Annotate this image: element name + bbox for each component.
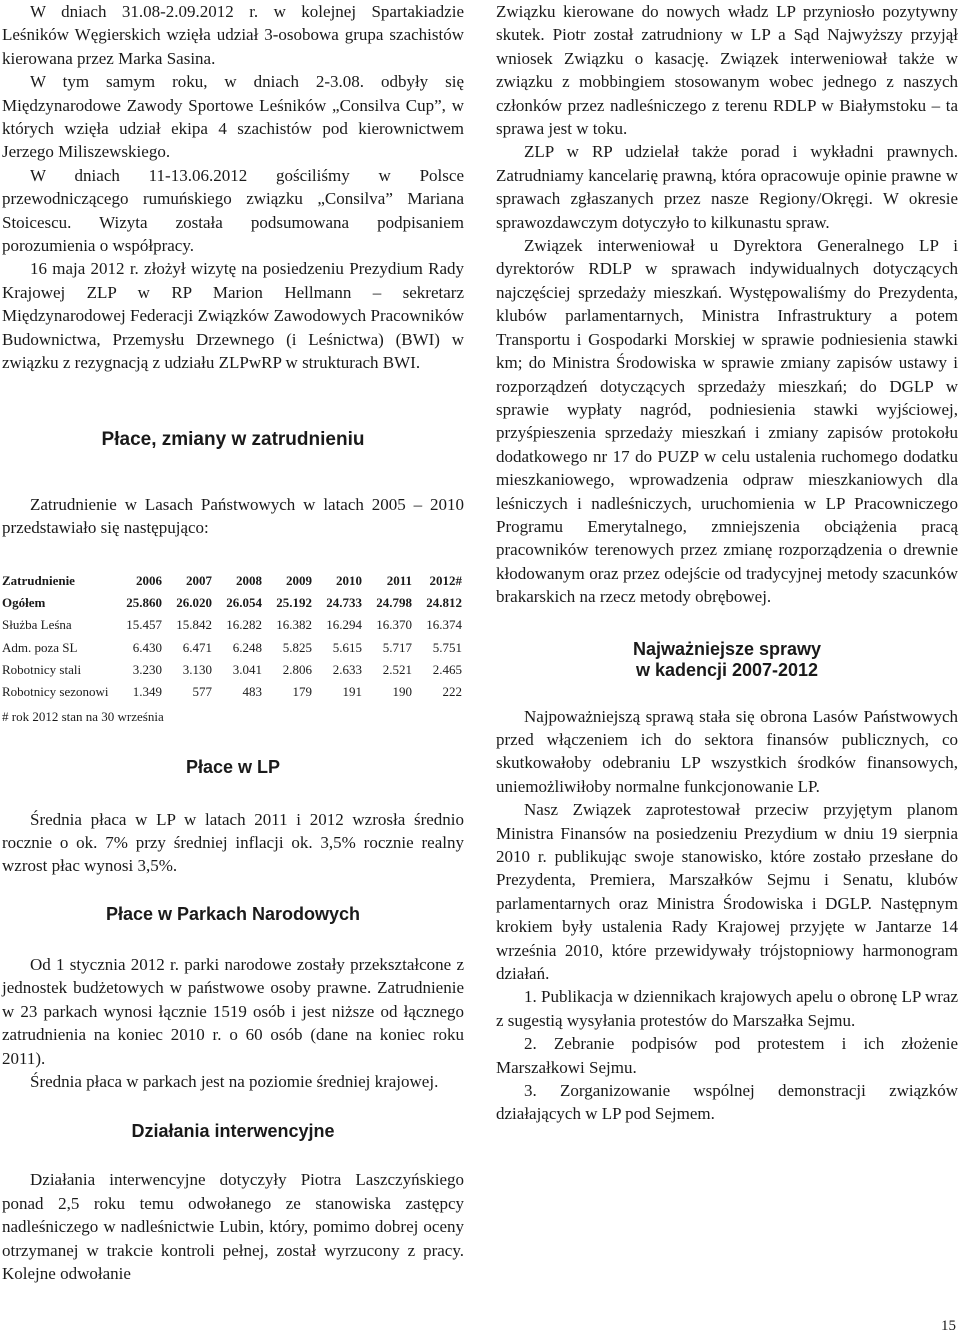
- table-cell: 2006: [136, 572, 162, 588]
- table-cell: 15.842: [176, 617, 212, 633]
- table-cell: 16.282: [226, 617, 262, 633]
- table-cell: 6.248: [232, 639, 262, 655]
- table-cell: 5.825: [282, 639, 312, 655]
- list-item: 3. Zorganizowanie wspólnej demonstracji związków działających w LP pod Sejmem.: [496, 1081, 958, 1124]
- section-heading: Działania interwencyjne: [131, 1121, 335, 1142]
- table-row: [2, 614, 462, 636]
- row-label: Służba Leśna: [2, 617, 72, 633]
- table-cell: 2.521: [382, 662, 412, 678]
- paragraph: Od 1 stycznia 2012 r. parki narodowe zostały przekształcone z jednostek budżetowych w państwowe osoby prawne. Zatrudnienie w 23 parkach wynosi łącznie 1519 osób i jest niższe od łącznego zatrudnienia na koniec 2010 r. o 60 osób (dane na koniec roku 2011).: [2, 954, 464, 1068]
- page-number: 15: [941, 1318, 956, 1334]
- table-cell: 5.751: [432, 639, 462, 655]
- table-row: [2, 681, 462, 703]
- table-cell: 24.812: [426, 594, 462, 610]
- paragraph: Średnia płaca w parkach jest na poziomie średniej krajowej.: [30, 1071, 439, 1091]
- table-cell: 5.717: [382, 639, 412, 655]
- table-cell: 25.192: [276, 594, 312, 610]
- table-row: [2, 659, 462, 681]
- table-cell: 16.294: [326, 617, 362, 633]
- list-item: 2. Zebranie podpisów pod protestem i ich złożenie Marszałkowi Sejmu.: [496, 1034, 958, 1077]
- row-label: Ogółem: [2, 594, 46, 610]
- table-cell: 191: [342, 684, 362, 700]
- table-cell: 190: [392, 684, 412, 700]
- table-cell: 3.130: [182, 662, 212, 678]
- section-heading: Płace w LP: [185, 756, 281, 777]
- paragraph: W dniach 11-13.06.2012 gościliśmy w Polsce przewodniczącego rumuńskiego związku „Consilva” Mariana Stoicescu. Wizyta została podsumowana podpisaniem porozumienia o współpracy.: [2, 165, 464, 256]
- row-label: Robotnicy sezonowi: [2, 684, 109, 700]
- paragraph: Działania interwencyjne dotyczyły Piotra Laszczyńskiego ponad 2,5 roku temu odwołanego ze stanowiska zastępcy nadleśniczego w nadleśnictwie Lubin, który, pomimo dobrej oceny otrzymanej w trakcie kontroli pełnej, został wyrzucony z pracy. Kolejne odwołanie: [2, 1170, 464, 1283]
- table-cell: 2.633: [332, 662, 362, 678]
- table-cell: 2010: [336, 572, 362, 588]
- table-cell: 2.806: [282, 662, 312, 678]
- table-cell: 2007: [186, 572, 212, 588]
- table-cell: 179: [292, 684, 312, 700]
- section-heading: Płace, zmiany w zatrudnieniu: [101, 428, 365, 450]
- table-cell: 2009: [286, 572, 312, 588]
- table-cell: 2.465: [432, 662, 462, 678]
- table-cell: 16.382: [276, 617, 312, 633]
- employment-table: [2, 569, 462, 703]
- paragraph: Średnia płaca w LP w latach 2011 i 2012 wzrosła średnio rocznie o ok. 7% przy średniej inflacji ok. 3,5% rocznie realny wzrost płac wynosi 3,5%.: [2, 809, 464, 876]
- paragraph: Najpoważniejszą sprawą stała się obrona Lasów Państwowych przed włączeniem ich do sektora finansów publicznych, co skutkowałoby odebraniu LP wszystkich środków finansowych, uniemożliwiłoby normalne funkcjonowanie LP.: [496, 706, 958, 796]
- table-cell: 1.349: [132, 684, 162, 700]
- table-cell: 16.370: [376, 617, 412, 633]
- table-cell: 24.798: [376, 594, 412, 610]
- paragraph: Nasz Związek zaprotestował przeciw przyjętym planom Ministra Finansów na posiedzeniu Prezydium w dniu 19 sierpnia 2010 r. publikując swoje stanowisko, które zostało przesłane do Prezydenta, Premiera, Marszałków Sejmu i Senatu, klubów parlamentarnych oraz Ministra Środowiska i DGLP. Następnym krokiem były ustalenia Rady Krajowej przyjęte w Jantarze 14 września 2010, które przewidywały trójstopniowy harmonogram działań.: [496, 800, 958, 984]
- table-cell: 3.041: [232, 662, 262, 678]
- paragraph: 16 maja 2012 r. złożył wizytę na posiedzeniu Prezydium Rady Krajowej ZLP w RP Marion Hellmann – sekretarz Międzynarodowej Federacji Związków Zawodowych Pracowników Budownictwa, Przemysłu Drzewnego (i Leśnictwa) (BWI) w związku z rezygnacją z udziału ZLPwRP w strukturach BWI.: [2, 259, 464, 373]
- list-item: 1. Publikacja w dziennikach krajowych apelu o obronę LP wraz z sugestią wysyłania protestów do Marszałka Sejmu.: [496, 987, 958, 1030]
- right-column: [496, 0, 958, 1126]
- section-heading: [496, 639, 958, 681]
- table-cell: 25.860: [126, 594, 162, 610]
- table-cell: 26.020: [176, 594, 212, 610]
- table-cell: 2012#: [429, 572, 462, 588]
- paragraph: Związek interweniował u Dyrektora Generalnego LP i dyrektorów RDLP w sprawach indywidualnych dotyczących najczęściej sprzedaży mieszkań. Występowaliśmy do Prezydenta, klubów parlamentarnych, Ministra Infrastruktury a potem Transportu i Gospodarki Morskiej w sprawie podniesienia stawki km; do Ministra Środowiska w sprawie zmiany zapisów ustawy i rozporządzeń dotyczących sprzedaży mieszkań; do DGLP w sprawie wypłaty nagród, podniesienia stawki wyjściowej, przyśpieszenia sprzedaży mieszkań i zmiany zapisów protokołu dodatkowego nr 17 do PUZP w celu ustalenia ruchomego dodatku mieszkaniowego, wprowadzenia odpraw mieszkaniowych dla leśniczych i nadleśniczych, uruchomienia w LP Pracowniczego Programu Emerytalnego, zmniejszenia obciążenia pracą pracowników terenowych przez zmianę rozporządzenia o drewnie kłodowanym oraz przez odejście od tradycyjnej metody szacunków brakarskich na rzecz metody obrębowej.: [496, 236, 958, 607]
- paragraph: ZLP w RP udzielał także porad i wykładni prawnych. Zatrudniamy kancelarię prawną, która opracowuje opinie prawne w sprawach zgłaszanych przez nasze Regiony/Okręgi. W okresie sprawozdawczym dotyczyło to kilkunastu spraw.: [496, 142, 958, 232]
- table-cell: 222: [442, 684, 462, 700]
- table-footnote: # rok 2012 stan na 30 września: [2, 708, 164, 724]
- row-label: Adm. poza SL: [2, 639, 78, 655]
- table-cell: 3.230: [132, 662, 162, 678]
- table-cell: 577: [192, 684, 212, 700]
- row-label: Zatrudnienie: [2, 572, 75, 588]
- table-cell: 6.430: [132, 639, 162, 655]
- row-label: Robotnicy stali: [2, 662, 82, 678]
- table-cell: 15.457: [126, 617, 162, 633]
- heading-line: Najważniejsze sprawy: [632, 638, 822, 659]
- table-cell: 2011: [386, 572, 412, 588]
- table-header-row: [2, 569, 462, 591]
- paragraph: Związku kierowane do nowych władz LP przyniosło pozytywny skutek. Piotr został zatrudniony w LP a Sąd Najwyższy przyjął wniosek Związku o kasację. Związek interweniował także w związku z mobbingiem stosowanym wobec jednego z naszych członków przez nadleśniczego z terenu RDLP w Białymstoku – ta sprawa jest w toku.: [496, 2, 958, 139]
- heading-line: w kadencji 2007-2012: [635, 659, 819, 680]
- table-cell: 24.733: [326, 594, 362, 610]
- table-row: [2, 592, 462, 614]
- table-cell: 483: [242, 684, 262, 700]
- table-row: [2, 636, 462, 658]
- paragraph: W dniach 31.08-2.09.2012 r. w kolejnej Spartakiadzie Leśników Węgierskich wzięła udział 3-osobowa grupa szachistów kierowana przez Marka Sasina.: [2, 2, 464, 68]
- table-cell: 6.471: [182, 639, 212, 655]
- table-cell: 2008: [236, 572, 262, 588]
- table-cell: 5.615: [332, 639, 362, 655]
- table-cell: 16.374: [426, 617, 462, 633]
- section-heading: Płace w Parkach Narodowych: [105, 903, 361, 924]
- left-column: [2, 0, 464, 1285]
- paragraph: Zatrudnienie w Lasach Państwowych w latach 2005 – 2010 przedstawiało się następująco:: [2, 494, 464, 537]
- paragraph: W tym samym roku, w dniach 2-3.08. odbyły się Międzynarodowe Zawody Sportowe Leśników „Consilva Cup”, w których wzięła udział ekipa 4 szachistów pod kierownictwem Jerzego Miliszewskiego.: [2, 72, 464, 162]
- table-cell: 26.054: [226, 594, 262, 610]
